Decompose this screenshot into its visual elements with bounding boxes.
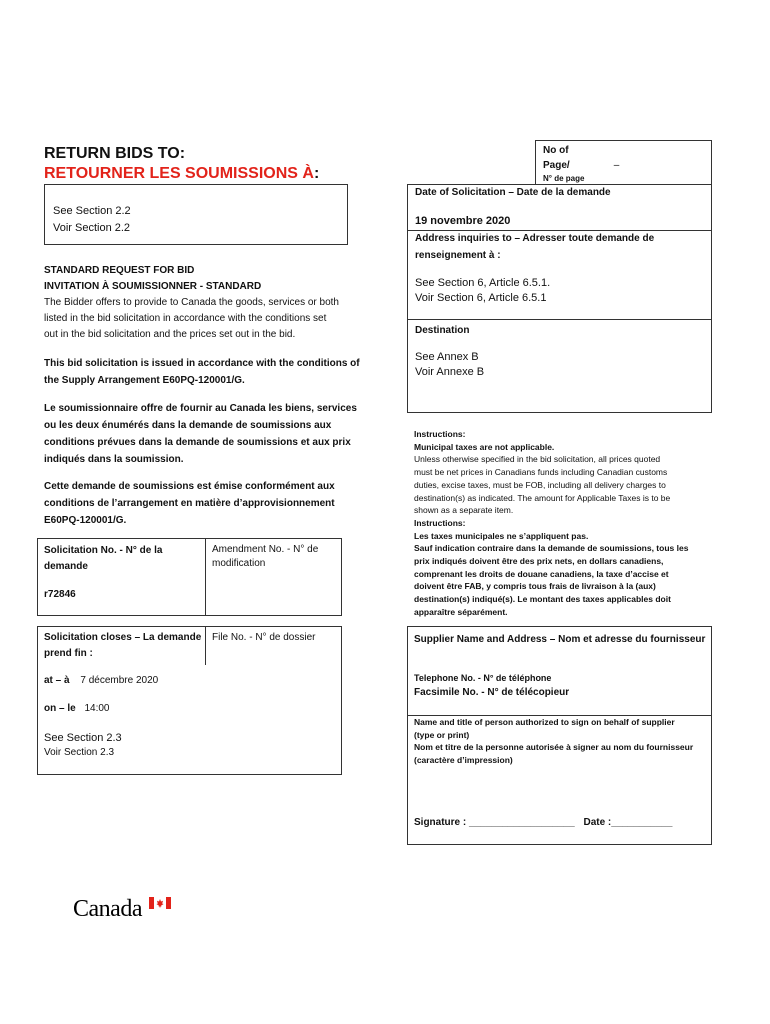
issued-en-2: the Supply Arrangement E60PQ-120001/G.: [44, 375, 245, 386]
supplier-name-label: Supplier Name and Address – Nom et adresse du fournisseur: [414, 634, 706, 645]
instruction-line: comprenant les droits de douane canadiens, la taxe d’accise et: [414, 568, 669, 579]
instruction-line: doivent être FAB, y compris tous frais de livraison à la (aux): [414, 581, 656, 592]
canada-flag-icon: [149, 897, 171, 909]
at-label: at – à: [44, 675, 70, 686]
inquiries-label-2: renseignement à :: [415, 250, 501, 261]
canada-wordmark-text: Canada: [73, 896, 142, 922]
instruction-line: destination(s) as indicated. The amount for Applicable Taxes is to be: [414, 492, 671, 503]
offer-fr: [44, 400, 357, 468]
return-bids-en: RETURN BIDS TO:: [44, 145, 186, 162]
signature-field[interactable]: Signature : ___________________: [414, 817, 575, 828]
offer-en-2: listed in the bid solicitation in accordance with the conditions set: [44, 313, 327, 324]
instruction-line: shown as a separate item.: [414, 505, 514, 516]
authorized-line-4: (caractère d’impression): [414, 754, 513, 765]
closes-label-1: Solicitation closes – La demande: [44, 632, 202, 643]
return-bids-fr: RETOURNER LES SOUMISSIONS À: [44, 165, 314, 182]
instruction-line: Les taxes municipales ne s’appliquent pas.: [414, 530, 589, 541]
page-label-fr: N° de page: [543, 174, 585, 183]
issued-en-1: This bid solicitation is issued in accordance with the conditions of: [44, 358, 360, 369]
instruction-line: Municipal taxes are not applicable.: [414, 441, 555, 452]
offer-en-3: out in the bid solicitation and the prices set out in the bid.: [44, 329, 296, 340]
return-bids-colon: :: [313, 165, 320, 182]
offer-fr-4: indiqués dans la soumission.: [44, 454, 184, 465]
return-address-line1: See Section 2.2: [53, 205, 131, 217]
destination-value-1: See Annex B: [415, 351, 479, 363]
inquiries-value-1: See Section 6, Article 6.5.1.: [415, 277, 551, 289]
offer-fr-2: ou les deux énumérés dans la demande de soumissions aux: [44, 420, 332, 431]
offer-fr-3: conditions prévues dans la demande de soumissions et aux prix: [44, 437, 351, 448]
solicitation-number: r72846: [44, 589, 76, 600]
issued-fr-1: Cette demande de soumissions est émise conformément aux: [44, 481, 335, 492]
instruction-line: prix indiqués doivent être des prix nets, en dollars canadiens,: [414, 556, 664, 567]
page-label: Page/: [543, 160, 570, 171]
supplier-box: [407, 626, 712, 845]
date-of-solicitation-value: 19 novembre 2020: [415, 215, 511, 227]
instruction-line: duties, excise taxes, must be FOB, including all delivery charges to: [414, 479, 666, 490]
closes-section-2: Voir Section 2.3: [44, 747, 115, 758]
closes-table: [37, 626, 342, 775]
issued-fr-3: E60PQ-120001/G.: [44, 515, 127, 526]
authorized-line-2: (type or print): [414, 729, 470, 740]
inquiries-value-2: Voir Section 6, Article 6.5.1: [415, 292, 547, 304]
solicitation-label-1: Solicitation No. - N° de la: [44, 545, 163, 556]
page-number-box: [535, 140, 712, 185]
inquiries-label-1: Address inquiries to – Adresser toute demande de: [415, 233, 655, 244]
authorized-line-3: Nom et titre de la personne autorisée à signer au nom du fournisseur: [414, 742, 694, 752]
page-dash: –: [613, 160, 620, 171]
solicitation-label-2: demande: [44, 561, 88, 572]
request-title-fr: INVITATION À SOUMISSIONNER - STANDARD: [44, 281, 262, 292]
authorized-line-1: Name and title of person authorized to sign on behalf of supplier: [414, 717, 675, 727]
instruction-line: must be net prices in Canadians funds including Canadian customs: [414, 467, 668, 478]
facsimile-label: Facsimile No. - N° de télécopieur: [414, 687, 570, 698]
instruction-line: Unless otherwise specified in the bid solicitation, all prices quoted: [414, 454, 661, 465]
date-of-solicitation-label: Date of Solicitation – Date de la demande: [415, 187, 611, 198]
issued-fr-2: conditions de l’arrangement en matière d’approvisionnement: [44, 498, 335, 509]
solicitation-info-box: [407, 184, 712, 413]
offer-en-1: The Bidder offers to provide to Canada the goods, services or both: [44, 297, 339, 308]
instruction-line: apparaître séparément.: [414, 606, 508, 617]
instruction-line: Sauf indication contraire dans la demande de soumissions, tous les: [414, 543, 689, 554]
closes-section-1: See Section 2.3: [44, 732, 122, 744]
offer-fr-1: Le soumissionnaire offre de fournir au Canada les biens, services: [44, 403, 357, 414]
no-of-label: No of: [543, 145, 569, 156]
instruction-line: Instructions:: [414, 517, 466, 528]
destination-value-2: Voir Annexe B: [415, 366, 485, 378]
instruction-line: destination(s) indiqué(s). Le montant des taxes applicables doit: [414, 594, 671, 605]
amendment-label-1: Amendment No. - N° de: [212, 544, 319, 555]
on-label: on – le: [44, 703, 76, 714]
on-value: 14:00: [84, 703, 110, 714]
issued-en: [44, 355, 360, 389]
closes-label-2: prend fin :: [44, 648, 93, 659]
instruction-line: Instructions:: [414, 429, 466, 439]
telephone-label: Telephone No. - N° de téléphone: [414, 673, 552, 683]
return-address-line2: Voir Section 2.2: [53, 222, 131, 234]
return-bids-heading: [44, 144, 319, 184]
request-block: [44, 263, 364, 343]
request-title-en: STANDARD REQUEST FOR BID: [44, 265, 195, 276]
amendment-label-2: modification: [212, 558, 266, 569]
issued-fr: [44, 478, 335, 529]
solicitation-table: [37, 538, 342, 616]
at-value: 7 décembre 2020: [80, 675, 159, 686]
destination-label: Destination: [415, 325, 470, 336]
file-no-label: File No. - N° de dossier: [212, 632, 316, 643]
return-address-box: [44, 184, 348, 245]
canada-wordmark-logo: [73, 896, 142, 923]
date-field[interactable]: Date :___________: [583, 817, 673, 828]
instructions-block: [414, 428, 714, 619]
